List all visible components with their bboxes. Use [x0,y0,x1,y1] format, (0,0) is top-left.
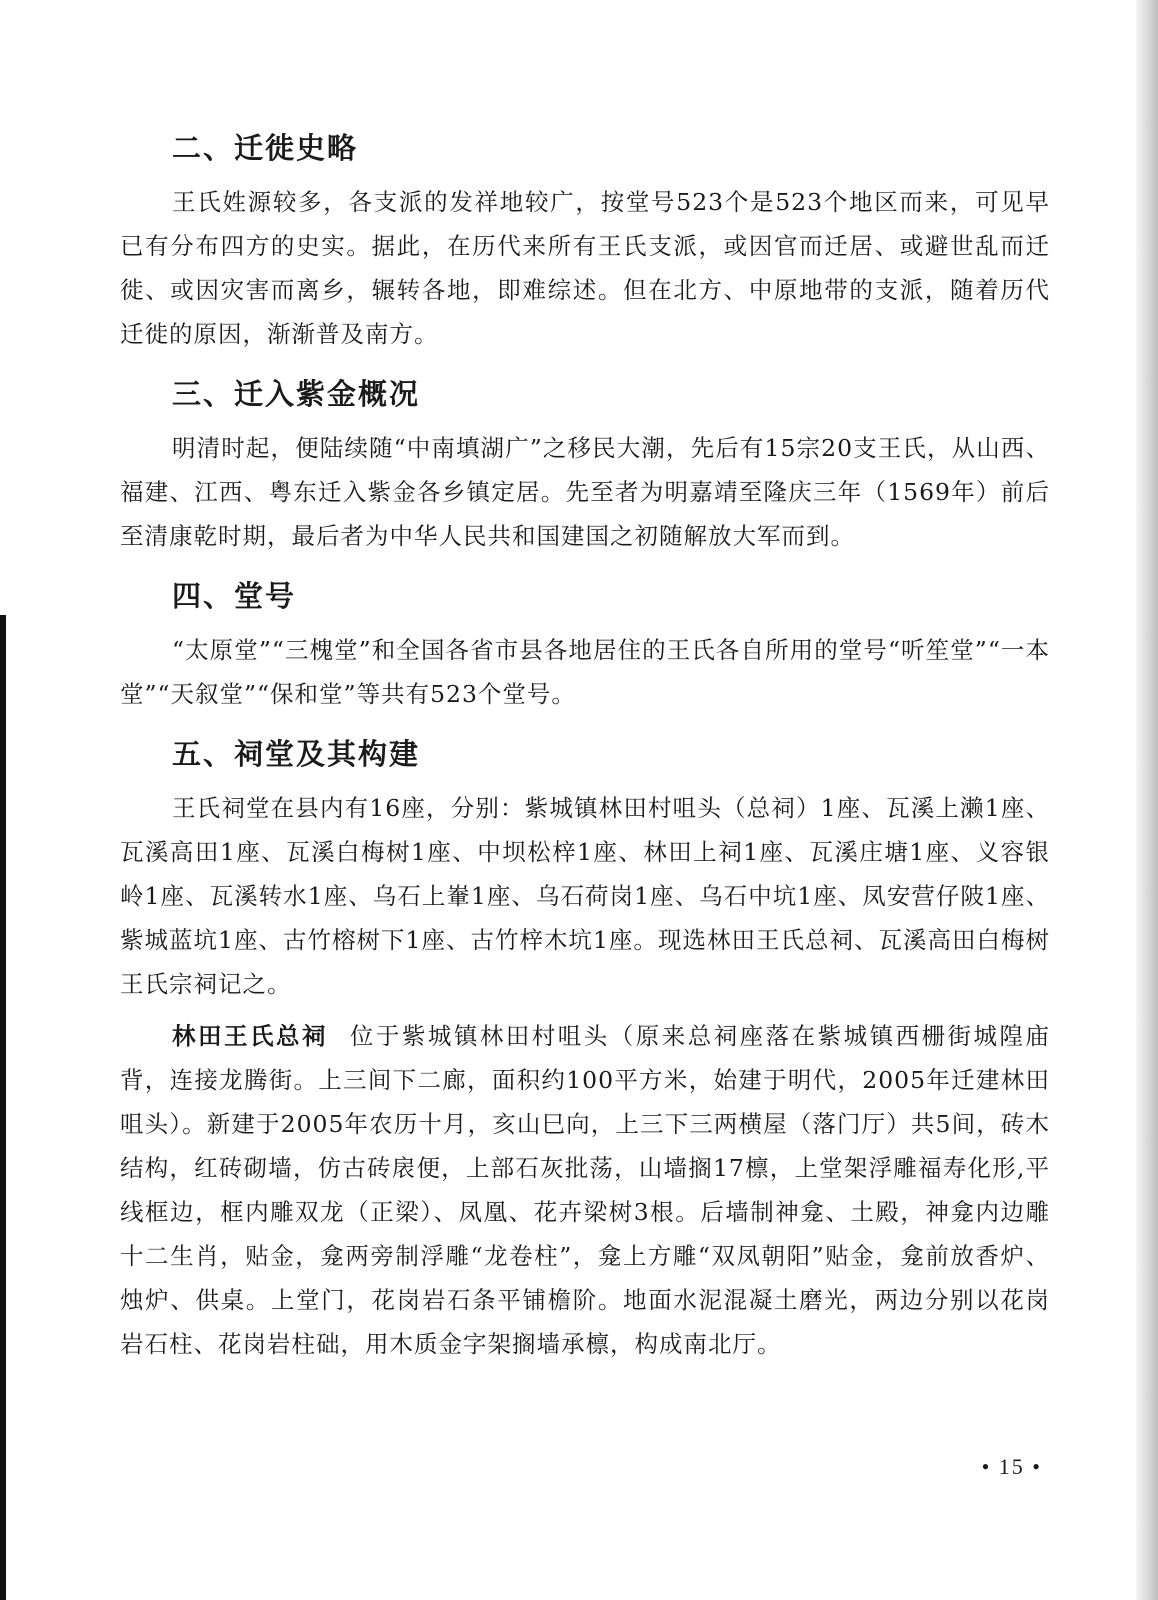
section-heading: 四、堂号 [172,579,297,613]
section-hall-names [120,566,1050,716]
section-heading: 五、祠堂及其构建 [172,737,421,771]
section-settlement-in-zijin [120,364,1050,558]
document-body [120,118,1050,1374]
section-ancestral-halls [120,724,1050,1366]
paragraph: “太原堂”“三槐堂”和全国各省市县各地居住的王氏各自所用的堂号“听笙堂”“一本堂”“天叙堂”“保和堂”等共有523个堂号。 [120,636,1050,708]
subentry-paragraph [120,1014,1050,1366]
page-number: • 15 • [981,1454,1042,1479]
subentry-text: 位于紫城镇林田村咀头（原来总祠座落在紫城镇西栅街城隍庙背，连接龙腾街。上三间下二廊，面积约100平方米，始建于明代，2005年迁建林田咀头）。新建于2005年农历十月，亥山巳向，上三下三两横屋（落门厅）共5间，砖木结构，红砖砌墙，仿古砖扆便，上部石灰批荡，山墙搁17檩，上堂架浮雕福寿化形,平线框边，框内雕双龙（正梁）、凤凰、花卉梁树3根。后墙制神龛、土殿，神龛内边雕十二生肖，贴金，龛两旁制浮雕“龙卷柱”，龛上方雕“双凤朝阳”贴金，龛前放香炉、烛炉、供桌。上堂门，花岗岩石条平铺檐阶。地面水泥混凝土磨光，两边分别以花岗岩石柱、花岗岩柱础，用木质金字架搁墙承檩，构成南北厅。 [120,1022,1050,1358]
paragraph: 王氏祠堂在县内有16座，分别：紫城镇林田村咀头（总祠）1座、瓦溪上濑1座、瓦溪高田1座、瓦溪白梅树1座、中坝松梓1座、林田上祠1座、瓦溪庄塘1座、义容银岭1座、瓦溪转水1座、乌石上輋1座、乌石荷岗1座、乌石中坑1座、凤安营仔陂1座、紫城蓝坑1座、古竹榕树下1座、古竹梓木坑1座。现选林田王氏总祠、瓦溪高田白梅树王氏宗祠记之。 [120,794,1050,998]
section-heading: 三、迁入紫金概况 [172,377,421,411]
paragraph: 明清时起，便陆续随“中南填湖广”之移民大潮，先后有15宗20支王氏，从山西、福建、江西、粤东迁入紫金各乡镇定居。先至者为明嘉靖至隆庆三年（1569年）前后至清康乾时期，最后者为中华人民共和国建国之初随解放大军而到。 [120,434,1050,550]
section-migration-history [120,118,1050,356]
page-edge-shadow [1136,0,1158,1600]
subentry-lead: 林田王氏总祠 [172,1022,328,1050]
section-heading: 二、迁徙史略 [172,131,359,165]
scan-border-mark [0,615,6,1600]
paragraph: 王氏姓源较多，各支派的发祥地较广，按堂号523个是523个地区而来，可见早已有分布四方的史实。据此，在历代来所有王氏支派，或因官而迁居、或避世乱而迁徙、或因灾害而离乡，辗转各地，即难综述。但在北方、中原地带的支派，随着历代迁徙的原因，渐渐普及南方。 [120,188,1050,348]
